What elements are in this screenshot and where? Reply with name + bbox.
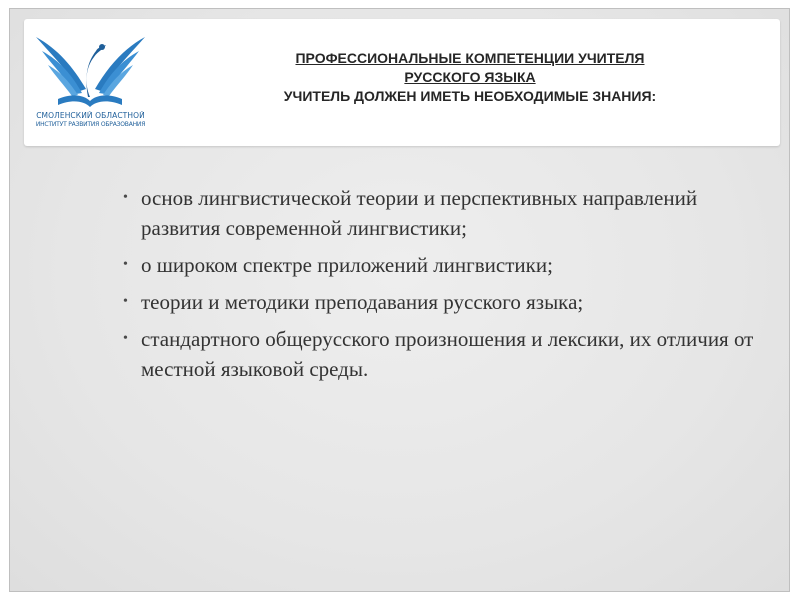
list-item	[117, 287, 777, 317]
title-line-1: ПРОФЕССИОНАЛЬНЫЕ КОМПЕТЕНЦИИ УЧИТЕЛЯ	[295, 50, 645, 66]
bullet-icon: •	[123, 294, 128, 309]
bullet-icon: •	[123, 331, 128, 346]
bird-book-logo-icon	[28, 27, 153, 111]
list-item	[117, 324, 777, 384]
institute-logo	[28, 27, 153, 135]
list-item	[117, 250, 777, 280]
list-item-text: о широком спектре приложений лингвистики;	[141, 253, 553, 277]
slide	[9, 8, 790, 592]
bullet-icon: •	[123, 190, 128, 205]
list-item	[117, 183, 777, 243]
bullet-icon: •	[123, 257, 128, 272]
logo-caption-line1: СМОЛЕНСКИЙ ОБЛАСТНОЙ	[36, 111, 145, 120]
list-item-text: основ лингвистической теории и перспективных направлений развития современной лингвистики;	[141, 186, 698, 240]
slide-title	[175, 49, 765, 106]
list-item-text: теории и методики преподавания русского языка;	[141, 290, 584, 314]
list-item-text: стандартного общерусского произношения и лексики, их отличия от местной языковой среды.	[141, 327, 754, 381]
slide-subtitle: УЧИТЕЛЬ ДОЛЖЕН ИМЕТЬ НЕОБХОДИМЫЕ ЗНАНИЯ:	[283, 88, 657, 104]
bullet-list	[117, 183, 777, 391]
title-line-2: РУССКОГО ЯЗЫКА	[404, 69, 536, 85]
logo-caption-line2: ИНСТИТУТ РАЗВИТИЯ ОБРАЗОВАНИЯ	[35, 121, 146, 128]
